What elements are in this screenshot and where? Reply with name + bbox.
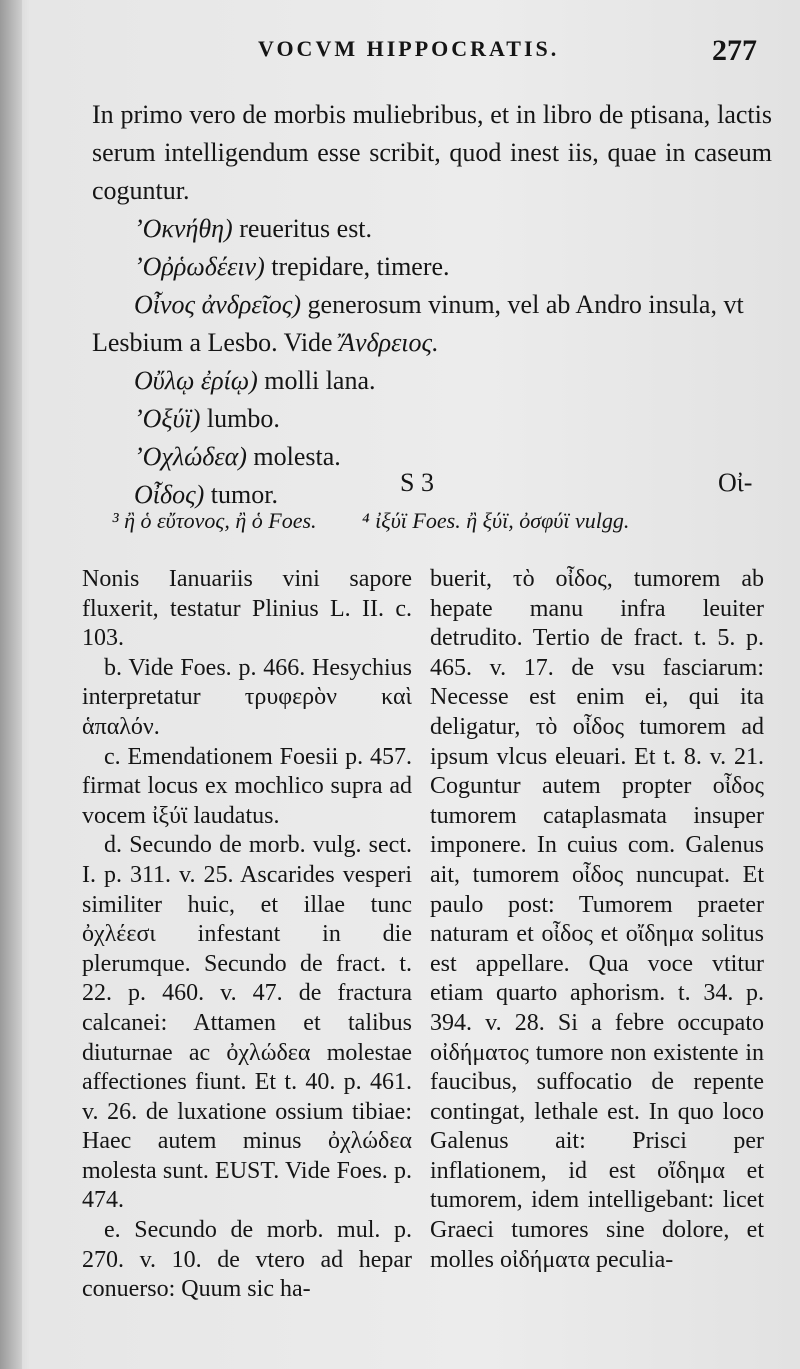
entry-greek: Οὔλῳ ἐρίῳ) (134, 366, 258, 395)
entry-oulo-erio (92, 362, 772, 400)
notes-right-column (430, 565, 764, 1275)
footnote-4: ⁴ ἰξύϊ Foes. ἢ ξύϊ, ὀσφύϊ vulgg. (362, 508, 630, 533)
main-text (92, 96, 772, 514)
running-head: VOCVM HIPPOCRATIS. (258, 36, 560, 61)
note-d: d. Secundo de morb. vulg. sect. I. p. 311. v. 25. Ascarides vesperi similiter huic, et illae tunc ὀχλέεσι infestant in die plerumque. Secundo de fract. t. 22. p. 460. v. 47. de fractura calcanei: Attamen et talibus diuturnae ac ὀχλώδεα molestae affectiones fiunt. Et t. 40. p. 461. v. 26. de luxatione ossium tibiae: Haec autem minus ὀχλώδεα molesta sunt. EUST. Vide Foes. p. 474. (82, 832, 412, 1214)
entry-latin: reueritus est. (232, 214, 373, 243)
entry-oknethe (92, 210, 772, 248)
page-gutter (0, 0, 22, 1369)
entry-orrhodeein (92, 248, 772, 286)
note-continuation: Nonis Ianuariis vini sapore fluxerit, testatur Plinius L. II. c. 103. (82, 566, 412, 652)
entry-greek: ’Οῤῥωδέειν) (134, 252, 265, 281)
entry-greek: ’Οκνήθη) (134, 214, 233, 243)
entry-greek: ’Οχλώδεα) (134, 442, 247, 471)
entry-latin: lumbo. (200, 404, 280, 433)
entry-greek-ref: Ἄνδρειος. (339, 328, 439, 357)
entry-latin: tumor. (204, 480, 278, 509)
note-e-continuation: buerit, τὸ οἶδος, tumorem ab hepate manu infra leuiter detrudito. Tertio de fract. t. 5. p. 465. v. 17. de vsu fasciarum: Necesse est enim ei, qui ita deligatur, τὸ οἶδος tumorem ad ipsum vlcus eleuari. Et t. 8. v. 21. Coguntur autem propter οἶδος tumorem cataplasmata insuper imponere. In cuius com. Galenus ait, tumorem οἶδος nuncupat. Et paulo post: Tumorem praeter naturam et οἶδος et οἴδημα solitus est appellare. Qua voce vtitur etiam quarto aphorism. t. 34. p. 394. v. 28. Si a febre occupato οἰδήματος tumore non existente in faucibus, suffocatio de repente contingat, lethale est. In quo loco Galenus ait: Prisci per inflationem, id est οἴδημα et tumorem, idem intelligebant: licet Graeci tumores sine dolore, et molles οἰδήματα peculia- (430, 566, 764, 1273)
entry-latin: molli lana. (257, 366, 376, 395)
note-b: b. Vide Foes. p. 466. Hesychius interpretatur τρυφερὸν καὶ ἁπαλόν. (82, 654, 412, 740)
entry-latin: generosum vinum, vel ab Andro insula, vt Lesbium a Lesbo. Vide (92, 290, 744, 357)
intro-paragraph: In primo vero de morbis muliebribus, et in libro de ptisana, lactis serum intelligendum esse scribit, quod inest iis, quae in caseum coguntur. (92, 100, 772, 205)
notes-left-column (82, 565, 412, 1305)
footnote-3: ³ ἢ ὁ εὔτονος, ἢ ὁ Foes. (112, 508, 317, 533)
signature-mark: S 3 (400, 468, 434, 497)
footnote-line (112, 508, 772, 534)
entry-greek: ’Οξύϊ) (134, 404, 201, 433)
entry-latin: molesta. (246, 442, 341, 471)
entry-greek: Οἶνος ἀνδρεῖος) (134, 290, 302, 319)
entry-latin: trepidare, timere. (264, 252, 450, 281)
note-c: c. Emendationem Foesii p. 457. firmat locus ex mochlico supra ad vocem ἰξύϊ laudatus. (82, 743, 412, 829)
page-number: 277 (712, 34, 757, 67)
note-e: e. Secundo de morb. mul. p. 270. v. 10. de vtero ad hepar conuerso: Quum sic ha- (82, 1217, 412, 1303)
entry-greek: Οἶδος) (134, 480, 205, 509)
entry-oinos-andreios (92, 286, 772, 362)
catchword: Οἰ- (718, 468, 753, 497)
entry-oxui (92, 400, 772, 438)
